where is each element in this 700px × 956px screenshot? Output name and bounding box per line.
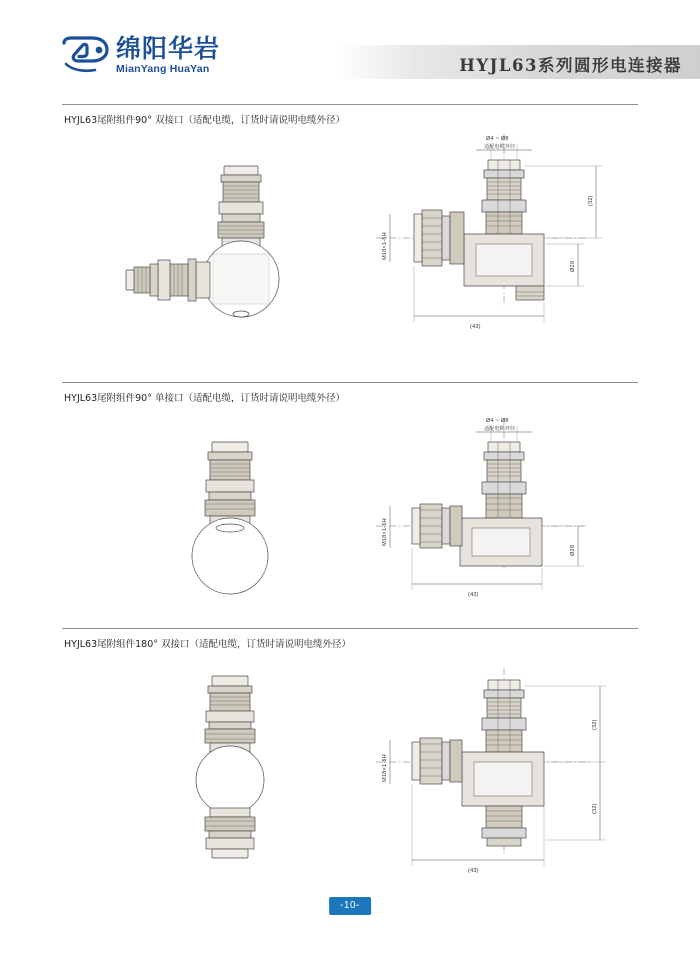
company-swoosh-logo-icon: [62, 37, 108, 73]
svg-text:(43): (43): [468, 592, 479, 598]
section-180-double: [0, 628, 700, 886]
brand-name-cn: 绵阳华岩: [116, 34, 221, 63]
page-number-badge: -10-: [329, 897, 371, 915]
section-divider-top: [62, 104, 638, 105]
section-90-single: [0, 382, 700, 622]
svg-text:(43): (43): [468, 868, 479, 874]
isometric-view-90-double-port: [110, 154, 320, 374]
svg-text:M18×1-6H: M18×1-6H: [382, 232, 388, 260]
svg-text:适配电缆外径: 适配电缆外径: [484, 144, 516, 150]
svg-text:(32): (32): [592, 719, 598, 730]
section-divider-mid1: [62, 382, 638, 383]
svg-text:M18×1-6H: M18×1-6H: [382, 518, 388, 546]
section-caption: HYJL63尾附组件180° 双接口（适配电缆，订货时请说明电缆外径）: [64, 639, 352, 650]
svg-text:M18×1-6H: M18×1-6H: [382, 754, 388, 782]
svg-text:Ø28: Ø28: [570, 544, 576, 556]
section-caption: HYJL63尾附组件90° 双接口（适配电缆，订货时请说明电缆外径）: [64, 115, 345, 126]
brand-name-en: MianYang HuaYan: [116, 63, 210, 75]
section-90-double: [0, 104, 700, 376]
section-drawing-180-double-port: [356, 654, 646, 889]
section-divider-mid2: [62, 628, 638, 629]
page-title: HYJL63系列圆形电连接器: [459, 56, 682, 75]
svg-text:(32): (32): [588, 195, 594, 206]
svg-text:适配电缆外径: 适配电缆外径: [484, 426, 516, 432]
company-logo: [62, 36, 220, 75]
isometric-view-90-single-port: [150, 424, 320, 604]
section-caption: HYJL63尾附组件90° 单接口（适配电缆，订货时请说明电缆外径）: [64, 393, 345, 404]
svg-text:Ø4 ~ Ø8: Ø4 ~ Ø8: [486, 418, 509, 424]
isometric-view-180-double-port: [150, 668, 320, 868]
section-drawing-90-double-port: [356, 126, 646, 376]
section-drawing-90-single-port: [356, 408, 646, 623]
svg-text:(32): (32): [592, 803, 598, 814]
page-header: [0, 0, 700, 96]
svg-text:Ø4 ~ Ø8: Ø4 ~ Ø8: [486, 136, 509, 142]
svg-text:(43): (43): [470, 324, 481, 330]
svg-text:Ø29: Ø29: [570, 260, 576, 272]
